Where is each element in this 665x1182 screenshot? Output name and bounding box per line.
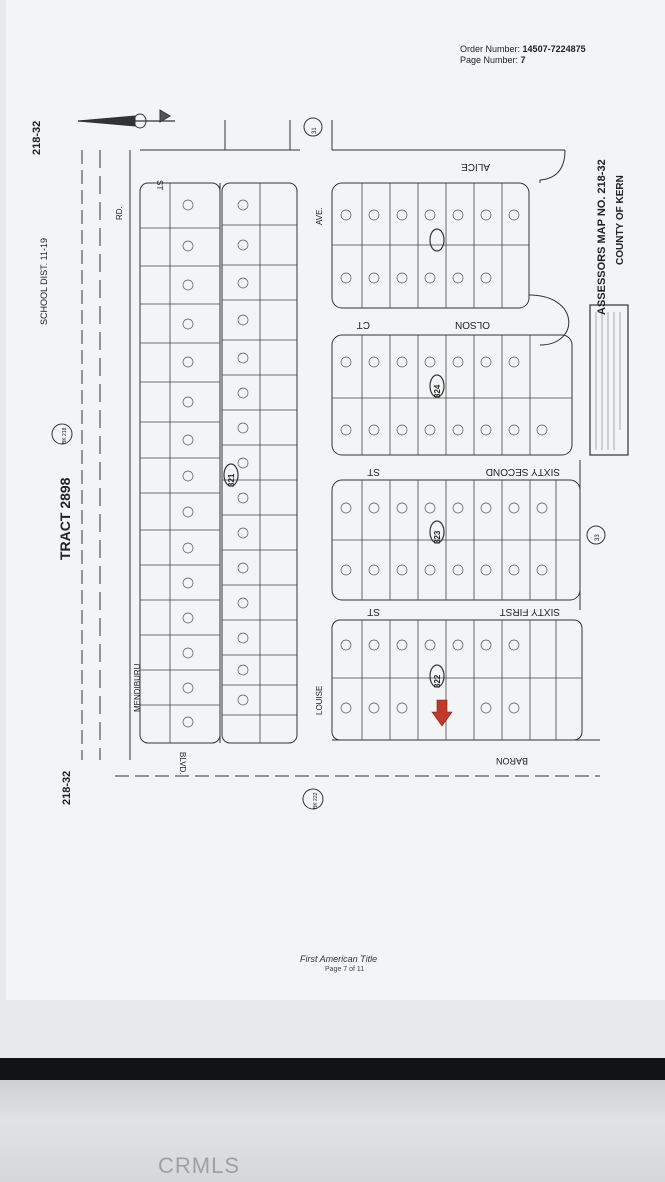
monitor-bottom-edge [0, 1080, 665, 1182]
street-blvd: BLVD. [178, 752, 187, 775]
footer-page: Page 7 of 11 [325, 966, 365, 973]
street-louise: LOUISE [315, 685, 324, 715]
street-alice: ALICE [461, 161, 490, 172]
street-sixty-first: SIXTY FIRST [499, 606, 560, 617]
street-baron: BARON [495, 756, 528, 766]
block-321-north [140, 183, 220, 743]
page-number-label: Page Number: [460, 55, 519, 65]
order-number-value: 14507-7224875 [522, 44, 586, 54]
street-ave: AVE. [315, 207, 324, 225]
map-ref-bottom: 218-32 [61, 770, 73, 805]
block-label-323: 323 [433, 530, 442, 544]
block-label-324: 324 [433, 384, 442, 398]
block-label-321: 321 [227, 473, 236, 487]
block-322 [332, 620, 582, 740]
street-sixty-second: SIXTY SECOND [485, 466, 560, 477]
order-number-label: Order Number: [460, 44, 521, 54]
map-ref-top: 218-32 [31, 120, 43, 155]
block-label-322: 322 [433, 674, 442, 688]
street-ct: CT [356, 319, 370, 330]
subject-parcel-arrow-icon [432, 700, 452, 726]
county-label: COUNTY OF KERN [615, 175, 626, 265]
street-st-62: ST [367, 466, 380, 477]
book-ref-top-label: BK 218 [62, 427, 68, 444]
street-st-top: ST [155, 180, 164, 191]
book-ref-bottom-label: BK 222 [313, 792, 319, 809]
block-321-south [222, 183, 297, 743]
school-district-label: SCHOOL DIST. 11-19 [39, 237, 49, 325]
street-olson: OLSON [454, 319, 490, 330]
street-st-61: ST [367, 606, 380, 617]
page-number-value: 7 [520, 55, 526, 65]
crmls-watermark: CRMLS [158, 1153, 241, 1178]
footer-title: First American Title [300, 954, 378, 964]
book-ref-33-label: 33 [595, 534, 601, 541]
block-324 [332, 335, 572, 455]
tract-title: TRACT 2898 [57, 477, 73, 560]
book-ref-31-label: 31 [312, 127, 318, 134]
olson-ct-cul-de-sac [529, 295, 569, 345]
street-rd: RD. [115, 206, 124, 220]
street-mendiburu: MENDIBURU [133, 663, 142, 712]
north-arrow-icon [78, 110, 175, 128]
assessor-map-number: ASSESSORS MAP NO. 218-32 [596, 159, 608, 315]
